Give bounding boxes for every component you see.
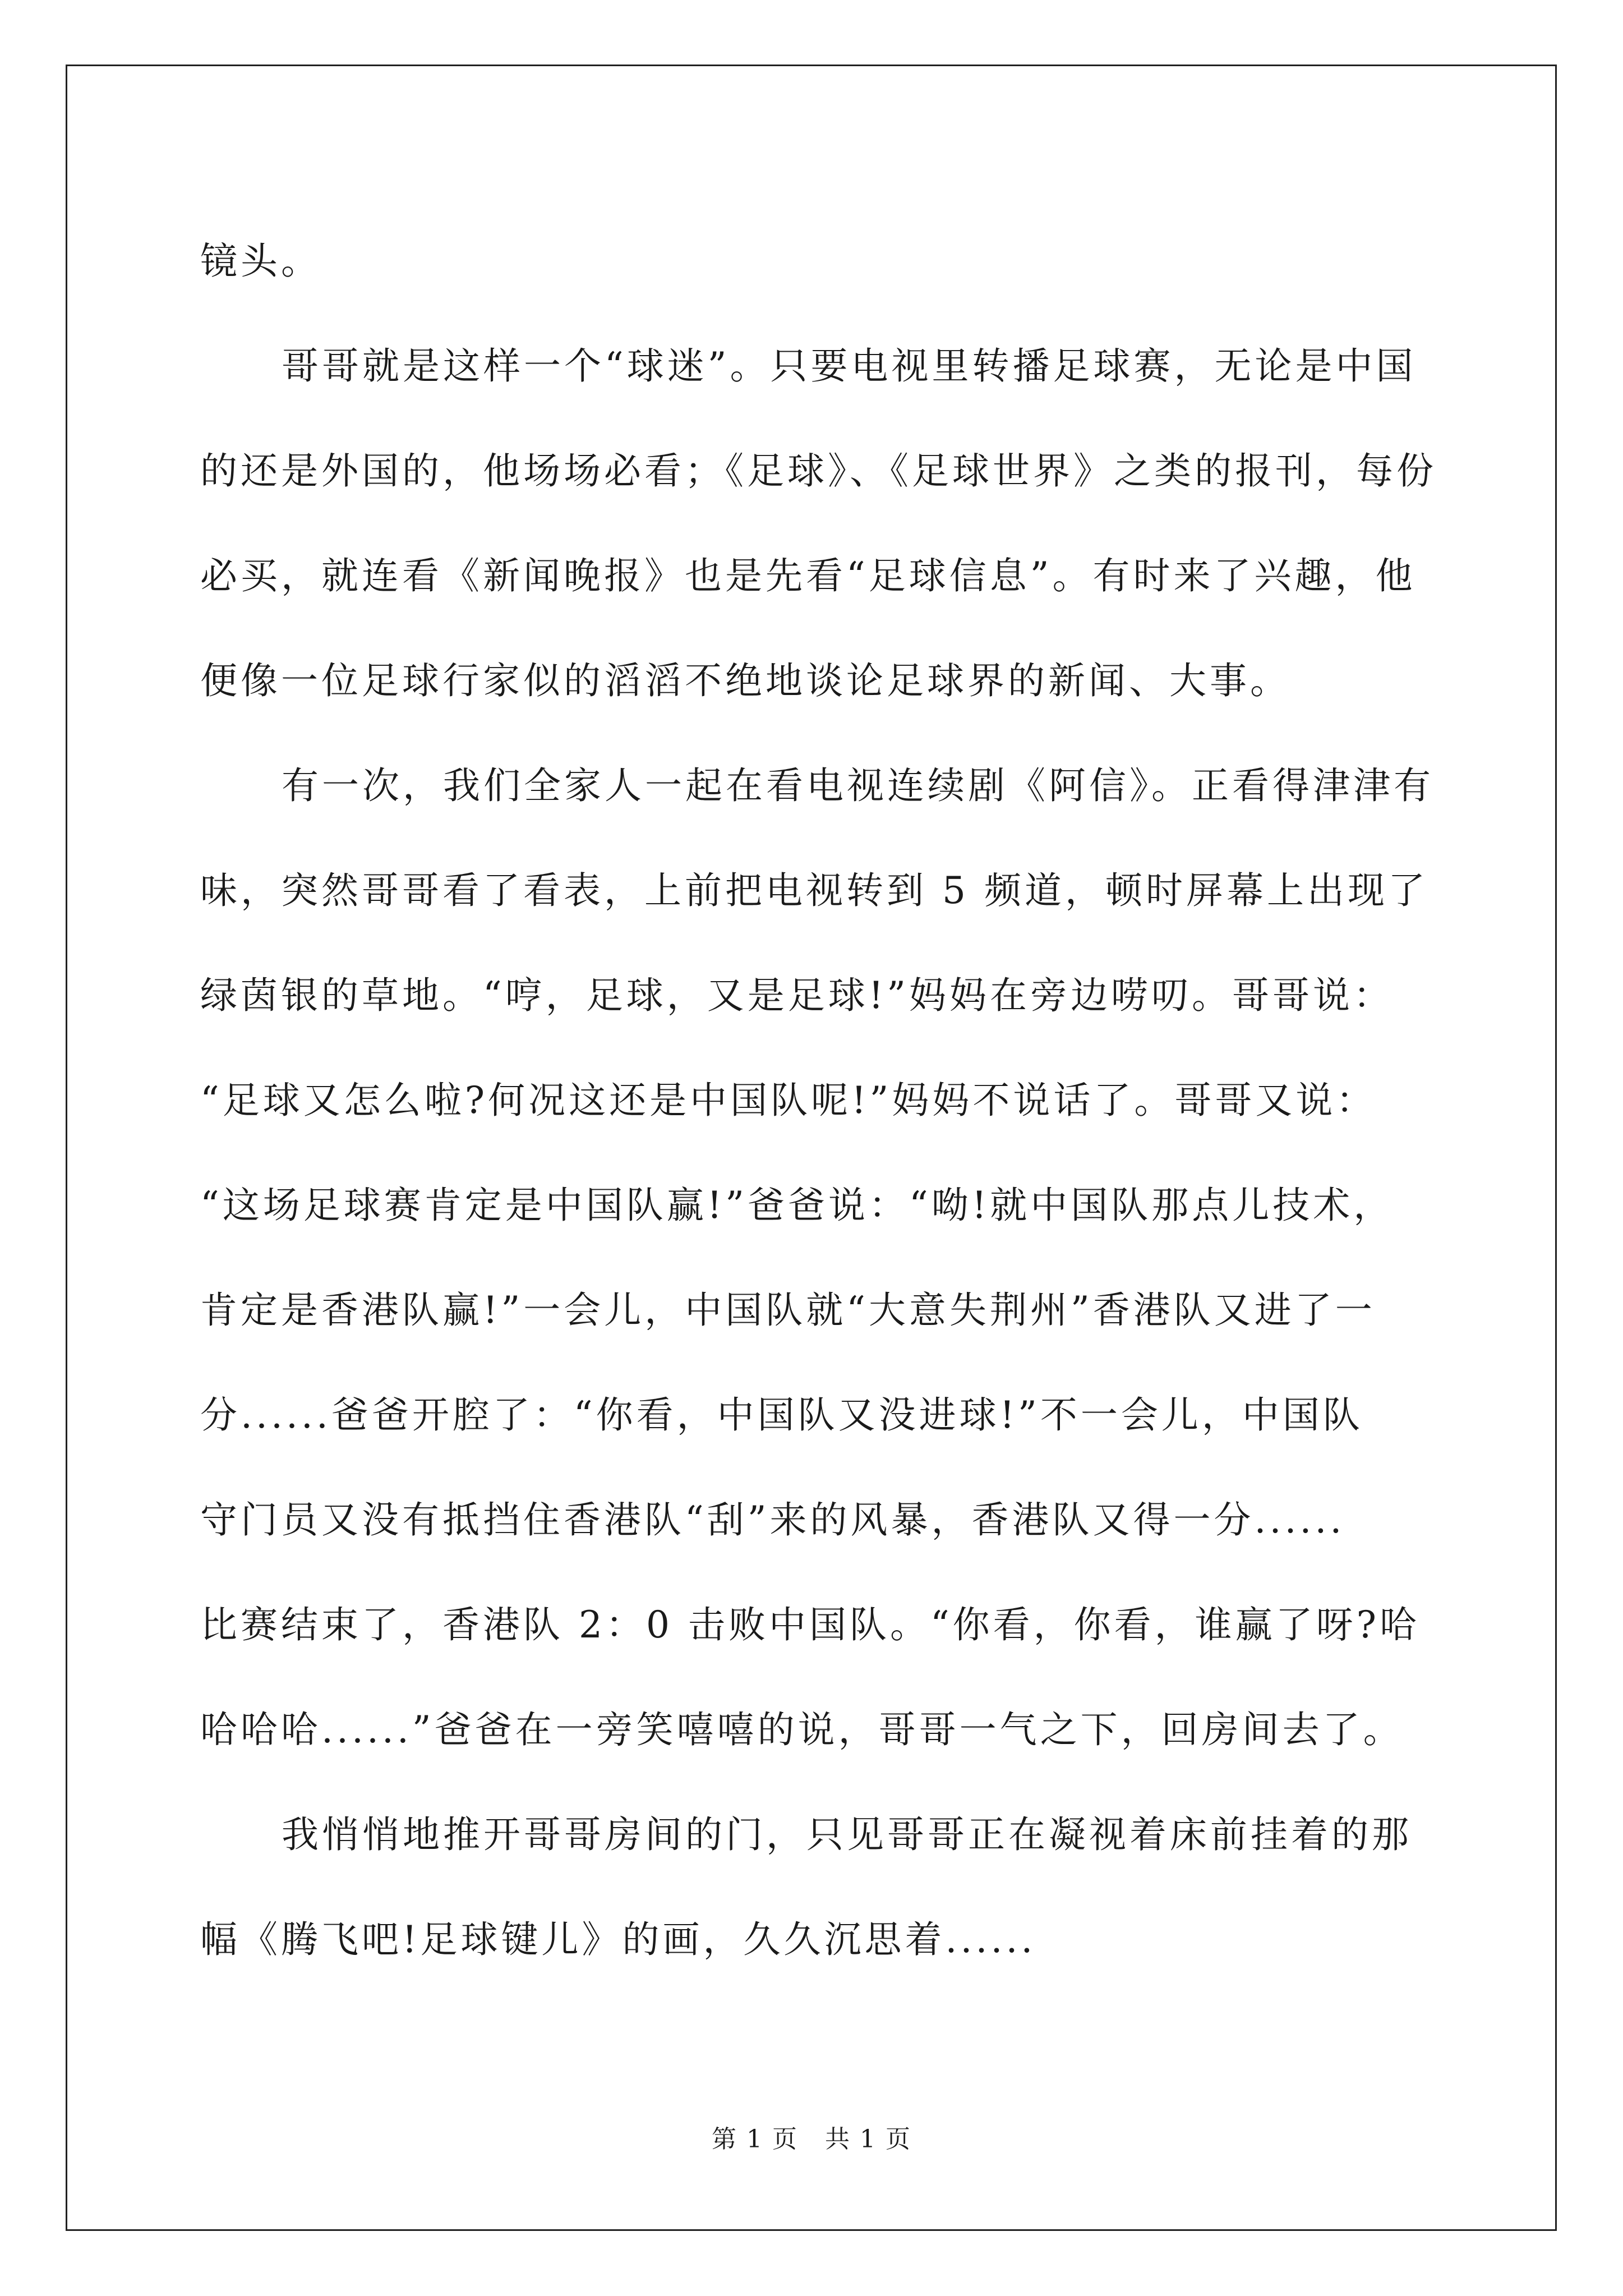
document-body: [200, 209, 1437, 1992]
text-line: 便像一位足球行家似的滔滔不绝地谈论足球界的新闻、大事。: [200, 659, 1290, 702]
page-footer: [0, 2123, 1623, 2156]
text-line: 哈哈哈......”爸爸在一旁笑嘻嘻的说，哥哥一气之下，回房间去了。: [200, 1708, 1404, 1751]
text-line: 分......爸爸开腔了：“你看，中国队又没进球!”不一会儿，中国队: [200, 1393, 1363, 1437]
text-line: 的还是外国的，他场场必看；《足球》、《足球世界》之类的报刊，每份: [200, 449, 1437, 493]
paragraph-start-line: 哥哥就是这样一个“球迷”。只要电视里转播足球赛，无论是中国: [282, 344, 1417, 388]
paragraph-start-line: 我悄悄地推开哥哥房间的门，只见哥哥正在凝视着床前挂着的那: [282, 1813, 1412, 1856]
text-line: 幅《腾飞吧!足球键儿》的画，久久沉思着......: [200, 1918, 1036, 1961]
text-line: “这场足球赛肯定是中国队赢!”爸爸说：“呦!就中国队那点儿技术，: [200, 1184, 1394, 1227]
text-line: 比赛结束了，香港队 2：0 击败中国队。“你看，你看，谁赢了呀?哈: [200, 1603, 1421, 1646]
text-line: 守门员又没有抵挡住香港队“刮”来的风暴，香港队又得一分......: [200, 1498, 1345, 1542]
paragraph-start-line: 有一次，我们全家人一起在看电视连续剧《阿信》。正看得津津有: [282, 764, 1434, 807]
text-line: 镜头。: [200, 240, 321, 283]
text-line: 味，突然哥哥看了看表，上前把电视转到 5 频道，顿时屏幕上出现了: [200, 869, 1428, 912]
page-number-label: 第 1 页 共 1 页: [712, 2125, 911, 2154]
text-line: 肯定是香港队赢!”一会儿，中国队就“大意失荆州”香港队又进了一: [200, 1289, 1376, 1332]
text-line: 绿茵银的草地。“哼，足球，又是足球!”妈妈在旁边唠叨。哥哥说：: [200, 974, 1394, 1017]
text-line: “足球又怎么啦?何况这还是中国队呢!”妈妈不说话了。哥哥又说：: [200, 1079, 1377, 1122]
text-line: 必买，就连看《新闻晚报》也是先看“足球信息”。有时来了兴趣，他: [200, 554, 1416, 597]
